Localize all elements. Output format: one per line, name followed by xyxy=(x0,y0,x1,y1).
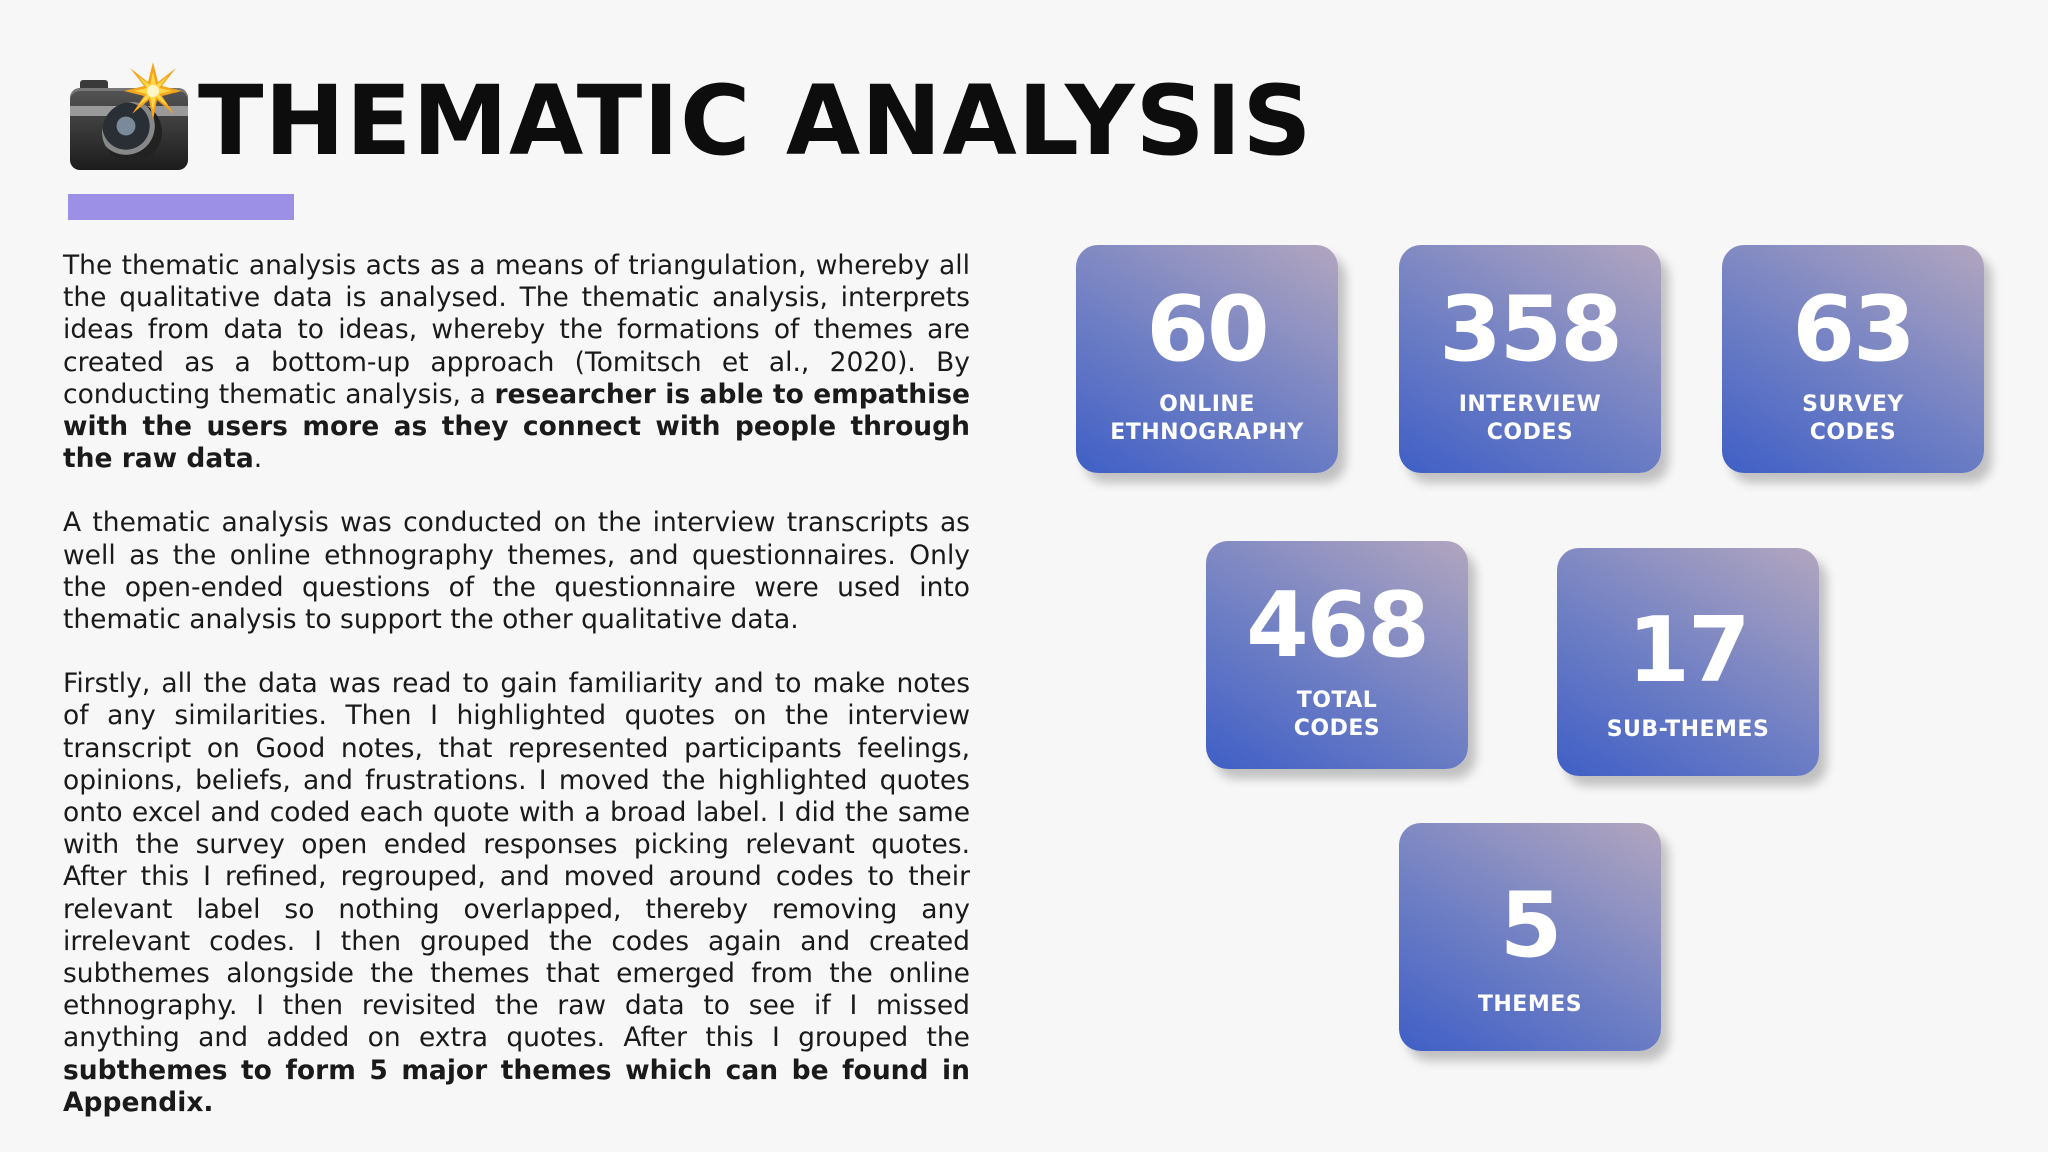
paragraph-process: Firstly, all the data was read to gain familiarity and to make notes of any similarities. Then I highlighted quotes on the interview transcript on Good notes, that represented participants feelings, opinions, beliefs, and frustrations. I moved the highlighted quotes onto excel and coded each quote with a broad label. I did the same with the survey open ended responses picking relevant quotes. After this I refined, regrouped, and moved around codes to their relevant label so nothing overlapped, thereby removing any irrelevant codes. I then grouped the codes again and created subthemes alongside the themes that emerged from the online ethnography. I then revisited the raw data to see if I missed anything and added on extra quotes. After this I grouped the subthemes to form 5 major themes which can be found in Appendix. xyxy=(63,668,970,1118)
camera-with-flash-icon xyxy=(68,62,192,174)
stat-value: 358 xyxy=(1439,277,1621,382)
stat-label: ONLINE ETHNOGRAPHY xyxy=(1110,392,1304,445)
stat-label: THEMES xyxy=(1477,992,1583,1017)
page-title: THEMATIC ANALYSIS xyxy=(198,65,1313,177)
stat-label: SUB-THEMES xyxy=(1606,717,1770,742)
paragraph-intro: The thematic analysis acts as a means of triangulation, whereby all the qualitative data is analysed. The thematic analysis, interprets ideas from data to ideas, whereby the formations of themes are created as a bottom-up approach (Tomitsch et al., 2020). By conducting thematic analysis, a researcher is able to empathise with the users more as they connect with people through the raw data. xyxy=(63,250,971,475)
paragraph-method: A thematic analysis was conducted on the interview transcripts as well as the online ethnography themes, and questionnaires. Only the open-ended questions of the questionnaire were used into thematic analysis to support the other qualitative data. xyxy=(63,507,970,636)
stat-value: 60 xyxy=(1146,277,1268,382)
stat-label: INTERVIEW CODES xyxy=(1458,392,1602,445)
title-row xyxy=(68,62,1313,177)
stat-card-total-codes xyxy=(1206,541,1468,769)
stat-label: TOTAL CODES xyxy=(1293,688,1381,741)
stat-card-survey-codes xyxy=(1722,245,1984,473)
stat-value: 5 xyxy=(1499,873,1561,978)
stat-value: 17 xyxy=(1627,598,1749,703)
stat-value: 468 xyxy=(1246,573,1428,678)
stat-card-sub-themes xyxy=(1557,548,1819,776)
accent-bar xyxy=(68,194,294,220)
stat-label: SURVEY CODES xyxy=(1802,392,1904,445)
stat-value: 63 xyxy=(1792,277,1914,382)
body-text xyxy=(63,250,970,1151)
stat-card-interview-codes xyxy=(1399,245,1661,473)
stat-card-online-ethnography xyxy=(1076,245,1338,473)
stat-card-themes xyxy=(1399,823,1661,1051)
